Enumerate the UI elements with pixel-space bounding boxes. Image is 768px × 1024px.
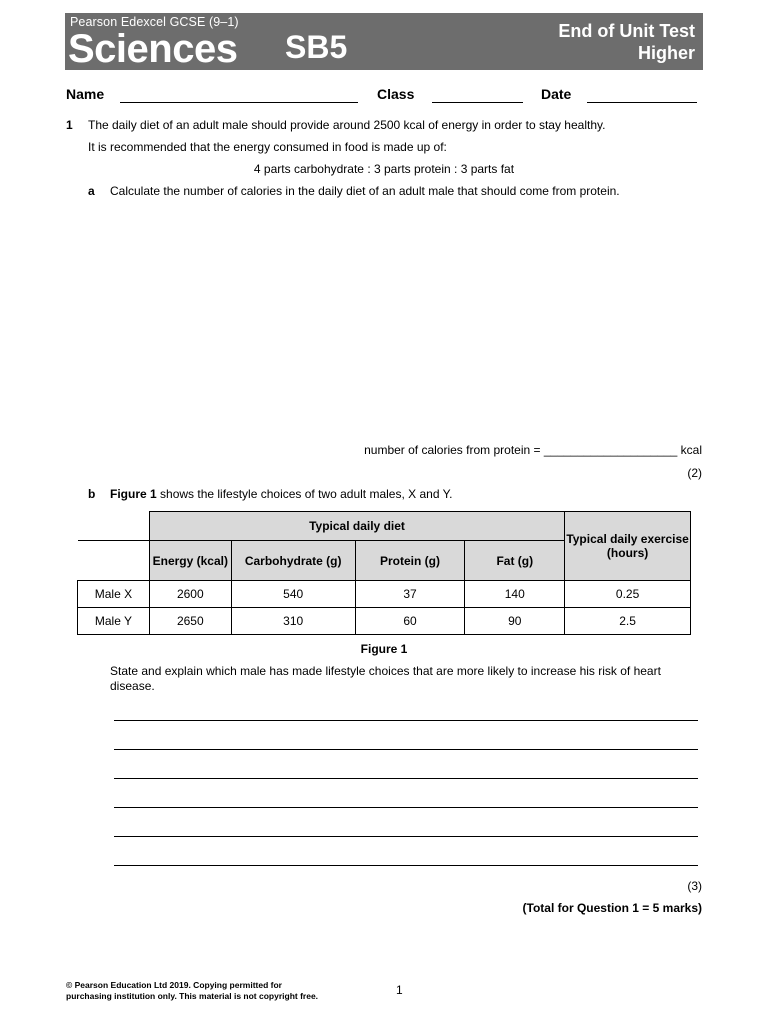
- part-b-instruction: State and explain which male has made lifestyle choices that are more likely to increase his risk of heart disease.: [110, 664, 661, 693]
- column-header: Protein (g): [355, 541, 465, 581]
- table-cell: 140: [465, 581, 565, 608]
- header-banner: [65, 13, 703, 70]
- part-b-letter: b: [88, 487, 96, 501]
- date-field-line[interactable]: [587, 102, 697, 103]
- part-a-answer-prompt[interactable]: number of calories from protein = ____________________ kcal: [364, 443, 702, 457]
- answer-line[interactable]: [114, 720, 698, 721]
- table-cell: 0.25: [565, 581, 691, 608]
- table-corner: [78, 512, 150, 541]
- test-level: Higher: [637, 43, 695, 63]
- row-label: Male Y: [78, 608, 150, 635]
- table-cell: 2.5: [565, 608, 691, 635]
- figure-caption: Figure 1: [360, 642, 408, 656]
- part-b-text-rest: shows the lifestyle choices of two adult males, X and Y.: [156, 487, 453, 501]
- class-field-line[interactable]: [432, 102, 523, 103]
- brand-title: Sciences: [68, 27, 238, 71]
- part-a-text: Calculate the number of calories in the daily diet of an adult male that should come from protein.: [110, 184, 620, 198]
- copyright-line-1: © Pearson Education Ltd 2019. Copying permitted for: [66, 980, 282, 990]
- table-cell: 37: [355, 581, 465, 608]
- test-title: End of Unit Test: [558, 21, 695, 41]
- part-b-marks: (3): [687, 879, 702, 893]
- answer-line[interactable]: [114, 807, 698, 808]
- column-header: Energy (kcal): [149, 541, 231, 581]
- answer-line[interactable]: [114, 836, 698, 837]
- name-field-line[interactable]: [120, 102, 358, 103]
- class-label: Class: [377, 86, 415, 102]
- table-row: [78, 581, 691, 608]
- table-cell: 540: [231, 581, 355, 608]
- table-cell: 310: [231, 608, 355, 635]
- diet-ratio: 4 parts carbohydrate : 3 parts protein : 3 parts fat: [253, 162, 515, 176]
- part-b-text: [110, 487, 452, 502]
- unit-code: SB5: [285, 29, 348, 65]
- table-cell: 2600: [149, 581, 231, 608]
- figure-reference: Figure 1: [110, 487, 157, 501]
- answer-line[interactable]: [114, 865, 698, 866]
- series-title: Pearson Edexcel GCSE (9–1): [70, 15, 239, 29]
- table-row: [78, 608, 691, 635]
- page-number: 1: [396, 983, 403, 997]
- question-total: (Total for Question 1 = 5 marks): [522, 901, 702, 915]
- row-label: Male X: [78, 581, 150, 608]
- question-intro: The daily diet of an adult male should provide around 2500 kcal of energy in order to stay healthy.: [88, 118, 606, 132]
- part-a-letter: a: [88, 184, 95, 198]
- question-number: 1: [66, 118, 73, 132]
- column-header: Fat (g): [465, 541, 565, 581]
- copyright-notice: [66, 980, 318, 1002]
- answer-line[interactable]: [114, 778, 698, 779]
- name-label: Name: [66, 86, 105, 102]
- diet-group-header: Typical daily diet: [149, 512, 564, 541]
- answer-line[interactable]: [114, 749, 698, 750]
- table-corner-2: [78, 541, 150, 581]
- part-a-marks: (2): [687, 466, 702, 480]
- copyright-line-2: purchasing institution only. This material is not copyright free.: [66, 991, 319, 1001]
- date-label: Date: [541, 86, 572, 102]
- column-header: Carbohydrate (g): [231, 541, 355, 581]
- table-cell: 90: [465, 608, 565, 635]
- table-cell: 60: [355, 608, 465, 635]
- lifestyle-table: [77, 511, 691, 635]
- exercise-header: Typical daily exercise (hours): [565, 512, 691, 581]
- question-recommendation: It is recommended that the energy consumed in food is made up of:: [88, 140, 447, 154]
- table-cell: 2650: [149, 608, 231, 635]
